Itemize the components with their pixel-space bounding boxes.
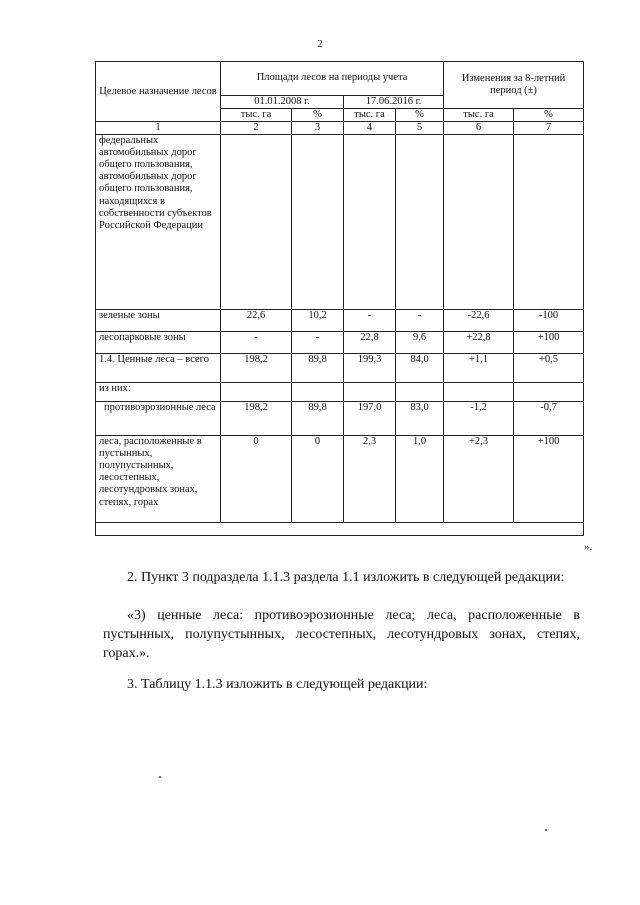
header-unit-area: тыс. га bbox=[344, 109, 396, 122]
table-cell bbox=[514, 135, 584, 310]
table-row bbox=[96, 135, 584, 310]
table-cell bbox=[396, 383, 444, 402]
table-cell: 0 bbox=[292, 436, 344, 523]
header-unit-area: тыс. га bbox=[444, 109, 514, 122]
table-cell bbox=[221, 135, 292, 310]
table-cell bbox=[396, 135, 444, 310]
header-unit-area: тыс. га bbox=[221, 109, 292, 122]
table-cell bbox=[344, 135, 396, 310]
table-cell: 89,8 bbox=[292, 402, 344, 436]
header-unit-pct: % bbox=[514, 109, 584, 122]
row-label: из них: bbox=[96, 383, 221, 402]
table-row bbox=[96, 354, 584, 383]
paragraph-item-2: 2. Пункт 3 подраздела 1.1.3 раздела 1.1 изложить в следующей редакции: bbox=[127, 570, 565, 585]
table-cell bbox=[444, 383, 514, 402]
column-number: 2 bbox=[221, 122, 292, 135]
row-label: зеленые зоны bbox=[96, 310, 221, 332]
table-row bbox=[96, 436, 584, 523]
column-number: 7 bbox=[514, 122, 584, 135]
quote-close-mark: ». bbox=[584, 541, 593, 553]
paragraph-quote: «3) ценные леса: противоэрозионные леса; леса, расположенные в пустынных, полупустынных, лесостепных, лесотундровых зонах, степях, горах.». bbox=[103, 608, 580, 661]
table-cell bbox=[292, 135, 344, 310]
table-cell: 22,8 bbox=[344, 332, 396, 354]
table-row bbox=[96, 383, 584, 402]
table-cell: - bbox=[344, 310, 396, 332]
header-change: Изменения за 8-летний период (±) bbox=[444, 62, 584, 109]
table-cell: - bbox=[396, 310, 444, 332]
table-cell: +22,8 bbox=[444, 332, 514, 354]
paragraph-item-3: 3. Таблицу 1.1.3 изложить в следующей редакции: bbox=[127, 677, 428, 692]
page-number: 2 bbox=[317, 38, 323, 50]
table-cell: +1,1 bbox=[444, 354, 514, 383]
header-date-2016: 17.06.2016 г. bbox=[344, 96, 444, 109]
table-cell: 198,2 bbox=[221, 402, 292, 436]
table-cell: 1,0 bbox=[396, 436, 444, 523]
table-cell bbox=[514, 383, 584, 402]
table-row bbox=[96, 310, 584, 332]
table-cell: 22,6 bbox=[221, 310, 292, 332]
table-cell: 83,0 bbox=[396, 402, 444, 436]
table-cell: - bbox=[292, 332, 344, 354]
scan-speck bbox=[159, 776, 161, 778]
table-cell bbox=[344, 383, 396, 402]
header-unit-pct: % bbox=[396, 109, 444, 122]
table-cell: 89,8 bbox=[292, 354, 344, 383]
table-closing-row bbox=[96, 523, 584, 536]
table-row bbox=[96, 523, 584, 536]
column-number: 1 bbox=[96, 122, 221, 135]
column-number: 4 bbox=[344, 122, 396, 135]
table-cell: +100 bbox=[514, 436, 584, 523]
header-purpose: Целевое назначение лесов bbox=[96, 62, 221, 122]
header-areas: Площади лесов на периоды учета bbox=[221, 62, 444, 96]
row-label: лесопарковые зоны bbox=[96, 332, 221, 354]
table-cell: 10,2 bbox=[292, 310, 344, 332]
table-cell bbox=[292, 383, 344, 402]
table-cell bbox=[444, 135, 514, 310]
column-number: 3 bbox=[292, 122, 344, 135]
table-cell: - bbox=[221, 332, 292, 354]
column-number: 6 bbox=[444, 122, 514, 135]
table-cell: 198,2 bbox=[221, 354, 292, 383]
header-unit-pct: % bbox=[292, 109, 344, 122]
table-cell: -22,6 bbox=[444, 310, 514, 332]
table-cell bbox=[221, 383, 292, 402]
table-cell: 84,0 bbox=[396, 354, 444, 383]
table-cell: 0 bbox=[221, 436, 292, 523]
table-cell: -1,2 bbox=[444, 402, 514, 436]
table-cell: 2,3 bbox=[344, 436, 396, 523]
table-cell: +0,5 bbox=[514, 354, 584, 383]
row-label: леса, расположенные в пустынных, полупустынных, лесостепных, лесотундровых зонах, степях, горах bbox=[96, 436, 221, 523]
table-cell: +100 bbox=[514, 332, 584, 354]
column-number: 5 bbox=[396, 122, 444, 135]
table-cell: -0,7 bbox=[514, 402, 584, 436]
row-label: противоэрозионные леса bbox=[96, 402, 221, 436]
table-cell: 199,3 bbox=[344, 354, 396, 383]
table-cell: +2,3 bbox=[444, 436, 514, 523]
row-label: федеральных автомобильных дорог общего пользования, автомобильных дорог общего пользования, находящихся в собственности субъектов Российской Федерации bbox=[96, 135, 221, 310]
header-date-2008: 01.01.2008 г. bbox=[221, 96, 344, 109]
table-cell: 197,0 bbox=[344, 402, 396, 436]
table-cell: -100 bbox=[514, 310, 584, 332]
table-cell: 9,6 bbox=[396, 332, 444, 354]
scan-speck bbox=[545, 829, 547, 831]
table-row bbox=[96, 402, 584, 436]
forest-area-table bbox=[95, 61, 584, 536]
row-label: 1.4. Ценные леса – всего bbox=[96, 354, 221, 383]
table-row bbox=[96, 332, 584, 354]
